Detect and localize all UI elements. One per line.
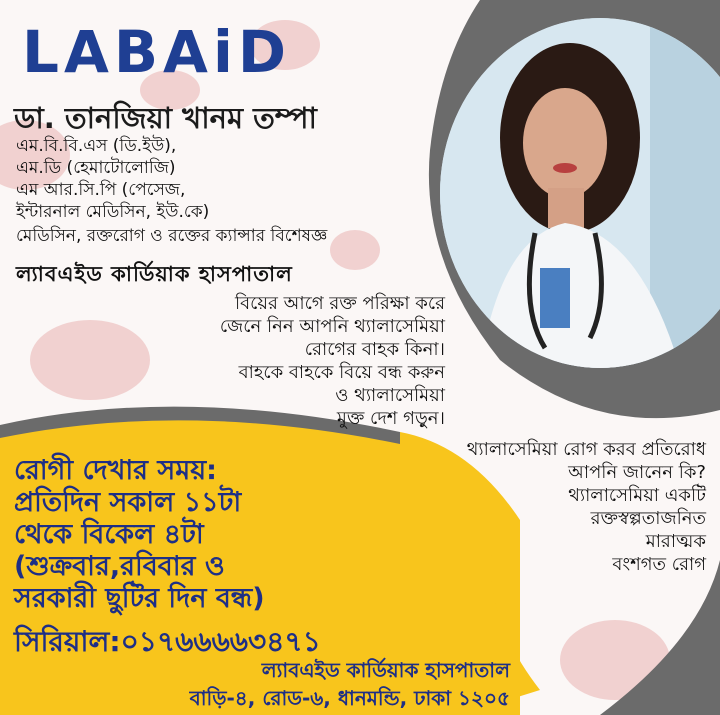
message-line: মুক্ত দেশ গড়ুন। (336, 408, 445, 429)
message-line: রক্তস্বল্পতাজনিত (590, 508, 706, 529)
message-line: ও থ্যালাসেমিয়া (335, 385, 445, 406)
message-line: বাহকে বাহকে বিয়ে বন্ধ করুন (238, 362, 445, 383)
hospital-name: ল্যাবএইড কার্ডিয়াক হাসপাতাল (16, 262, 293, 286)
message-line: আপনি জানেন কি? (568, 462, 706, 483)
message-line: বংশগত রোগ (612, 554, 706, 575)
credential-line: এম.বি.বি.এস (ডি.ইউ), (16, 136, 177, 156)
message-block-1 (145, 292, 445, 430)
footer-hospital: ল্যাবএইড কার্ডিয়াক হাসপাতাল (261, 658, 510, 682)
hours-line: থেকে বিকেল ৪টা (14, 519, 204, 550)
hours-line: প্রতিদিন সকাল ১১টা (14, 487, 242, 518)
hours-line: সরকারী ছুটির দিন বন্ধ) (14, 583, 265, 614)
credential-line: মেডিসিন, রক্তরোগ ও রক্তের ক্যান্সার বিশেষজ্ঞ (16, 226, 328, 246)
message-line: রোগের বাহক কিনা। (304, 339, 445, 360)
message-line: জেনে নিন আপনি থ্যালাসেমিয়া (219, 316, 445, 337)
doctor-name: ডা. তানজিয়া খানম তম্পা (14, 101, 317, 135)
hours-line: (শুক্রবার,রবিবার ও (14, 551, 225, 582)
credential-line: ইন্টারনাল মেডিসিন, ইউ.কে) (16, 202, 210, 222)
footer-address: বাড়ি-৪, রোড-৬, ধানমন্ডি, ঢাকা ১২০৫ (189, 686, 510, 710)
credential-line: এম আর.সি.পি (পেসেজ, (16, 180, 186, 200)
credential-line: এম.ডি (হেমাটোলোজি) (16, 158, 176, 178)
labaid-logo: LABAiD (22, 18, 291, 86)
visiting-hours (14, 455, 394, 615)
hours-line: রোগী দেখার সময়: (14, 455, 217, 486)
message-line: থ্যালাসেমিয়া একটি (568, 485, 706, 506)
message-line: বিয়ের আগে রক্ত পরিক্ষা করে (234, 293, 445, 314)
message-line: মারাত্মক (645, 531, 706, 552)
message-line: থ্যালাসেমিয়া রোগ করব প্রতিরোধ (466, 439, 706, 460)
serial-phone[interactable]: সিরিয়াল:০১৭৬৬৬৬৩৪৭১ (14, 625, 321, 658)
message-block-2 (346, 438, 706, 576)
